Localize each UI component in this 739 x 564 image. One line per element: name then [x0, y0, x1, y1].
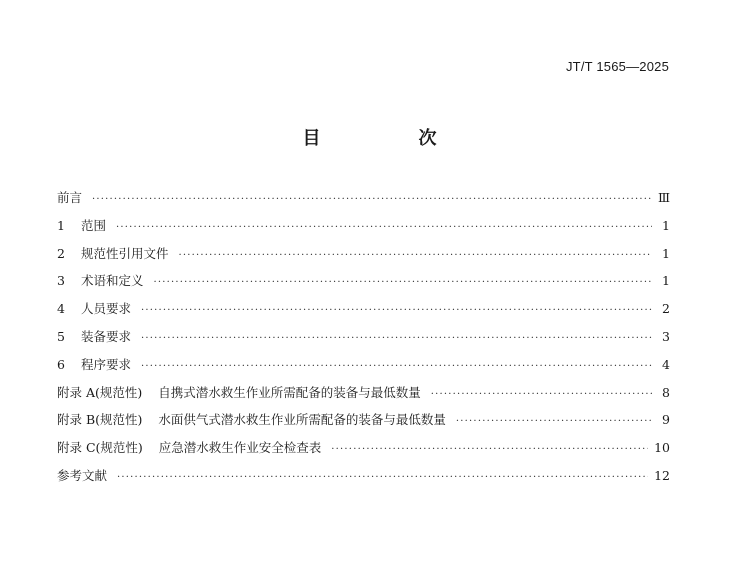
toc-entry-title: 自携式潜水救生作业所需配备的装备与最低数量 [158, 384, 421, 400]
toc-entry-title: 范围 [80, 217, 106, 233]
toc-entry-label [57, 327, 131, 345]
toc-entry-number: 1 [57, 217, 65, 233]
toc-leader-dots [456, 416, 652, 427]
toc-leader-dots [116, 222, 652, 233]
toc-entry-title: 程序要求 [80, 356, 131, 372]
toc-entry-title: 参考文献 [57, 467, 108, 483]
toc-entry-number: 3 [57, 273, 65, 289]
toc-entry-title: 装备要求 [80, 328, 131, 344]
toc-leader-dots [92, 194, 652, 205]
toc-entry-label [57, 383, 421, 401]
table-of-contents [57, 188, 670, 494]
toc-leader-dots [141, 333, 652, 344]
toc-leader-dots [331, 444, 648, 455]
toc-entry-label [57, 438, 321, 456]
toc-leader-dots [117, 472, 648, 483]
toc-entry-page: 2 [662, 301, 670, 317]
toc-entry-appendix-a[interactable] [57, 383, 670, 411]
toc-entry-title: 水面供气式潜水救生作业所需配备的装备与最低数量 [158, 412, 446, 428]
toc-entry-page: 3 [662, 328, 670, 344]
toc-entry-label [57, 271, 144, 289]
toc-appendix-tag: 附录 A(规范性) [57, 384, 143, 400]
toc-entry-foreword[interactable] [57, 188, 670, 216]
toc-entry-scope[interactable] [57, 216, 670, 244]
toc-leader-dots [141, 361, 652, 372]
toc-entry-personnel-requirements[interactable] [57, 299, 670, 327]
toc-entry-title: 术语和定义 [80, 273, 144, 289]
toc-entry-page: Ⅲ [657, 190, 670, 205]
toc-entry-label [57, 188, 82, 206]
toc-entry-label [57, 216, 106, 234]
toc-entry-number: 5 [57, 328, 65, 344]
toc-leader-dots [154, 277, 653, 288]
toc-entry-page: 8 [662, 384, 670, 400]
toc-leader-dots [179, 250, 653, 261]
toc-appendix-tag: 附录 C(规范性) [57, 440, 143, 456]
toc-entry-page: 1 [662, 245, 670, 261]
toc-entry-equipment-requirements[interactable] [57, 327, 670, 355]
toc-entry-procedure-requirements[interactable] [57, 355, 670, 383]
toc-entry-page: 10 [654, 440, 670, 456]
toc-entry-normative-references[interactable] [57, 244, 670, 272]
toc-appendix-tag: 附录 B(规范性) [57, 412, 143, 428]
toc-entry-title: 前言 [57, 190, 83, 205]
toc-entry-terms-definitions[interactable] [57, 271, 670, 299]
toc-entry-page: 12 [654, 467, 670, 483]
toc-leader-dots [141, 305, 652, 316]
toc-entry-page: 1 [662, 217, 670, 233]
toc-entry-title: 应急潜水救生作业安全检查表 [158, 440, 322, 456]
document-code: JT/T 1565—2025 [565, 59, 669, 74]
toc-entry-page: 9 [662, 412, 670, 428]
toc-entry-title: 规范性引用文件 [80, 245, 169, 261]
toc-entry-number: 4 [57, 301, 65, 317]
toc-entry-number: 6 [57, 356, 65, 372]
toc-entry-label [57, 355, 131, 373]
toc-entry-appendix-c[interactable] [57, 438, 670, 466]
toc-entry-appendix-b[interactable] [57, 410, 670, 438]
toc-entry-title: 人员要求 [80, 301, 131, 317]
toc-entry-label [57, 466, 107, 484]
toc-entry-page: 4 [662, 356, 670, 372]
toc-entry-page: 1 [662, 273, 670, 289]
toc-entry-label [57, 299, 131, 317]
toc-leader-dots [431, 389, 652, 400]
toc-entry-number: 2 [57, 245, 65, 261]
toc-entry-bibliography[interactable] [57, 466, 670, 494]
toc-entry-label [57, 410, 446, 428]
toc-title: 目 次 [302, 128, 477, 149]
toc-entry-label [57, 244, 169, 262]
